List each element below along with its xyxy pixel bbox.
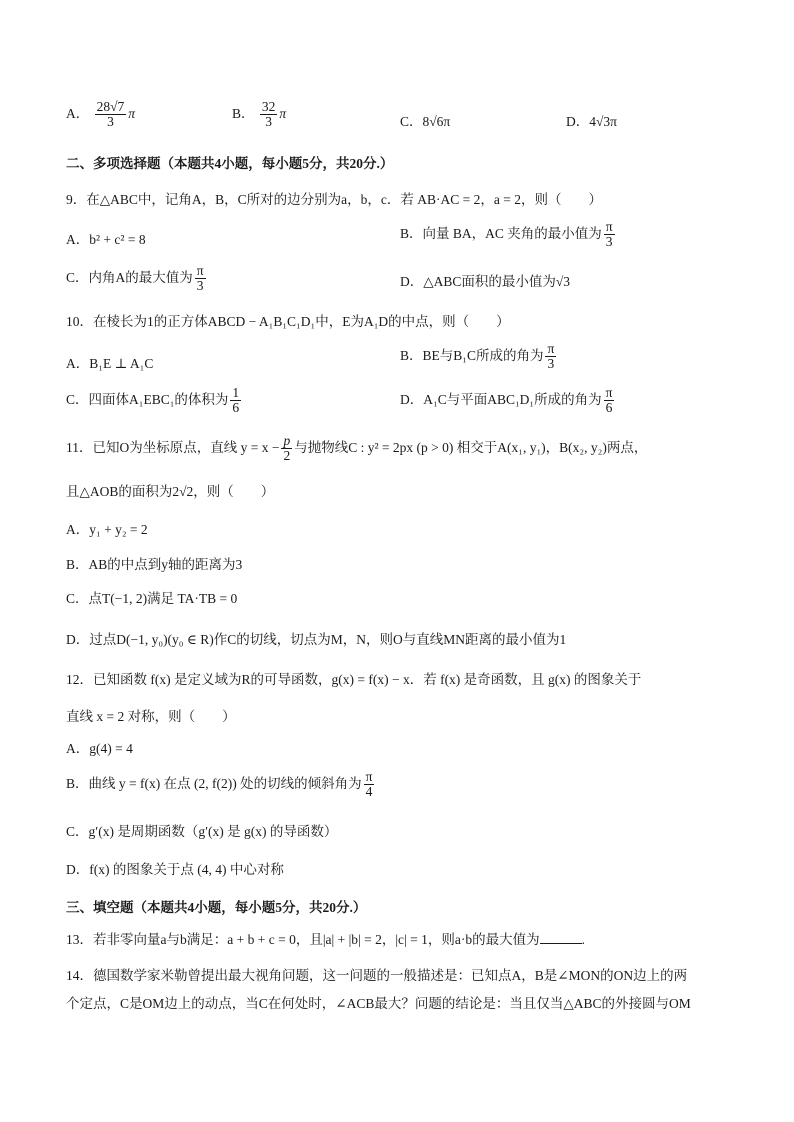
q11-option-d: D．过点D(−1, y₀)(y₀ ∈ R)作C的切线，切点为M，N，则O与直线MN距离的最小值为1 — [66, 632, 567, 647]
q12-option-c: C．g′(x) 是周期函数（g′(x) 是 g(x) 的导函数） — [66, 824, 338, 839]
q8-option-c: C．8√6π — [400, 114, 451, 129]
q11-option-a: A．y₁ + y₂ = 2 — [66, 522, 148, 537]
section-heading-multi-choice: 二、多项选择题（本题共4小题，每小题5分，共20分.） — [66, 156, 394, 171]
q8-option-b: B． $\frac{32}{3}$ π — [232, 99, 287, 130]
section-heading-fill-in: 三、填空题（本题共4小题，每小题5分，共20分.） — [66, 900, 367, 915]
q12-option-d: D．f(x) 的图象关于点 (4, 4) 中心对称 — [66, 862, 284, 877]
q11-option-b: B．AB的中点到y轴的距离为3 — [66, 557, 243, 572]
q9-option-a: A．b² + c² = 8 — [66, 232, 146, 247]
question-11-stem-line1: 11．已知O为坐标原点，直线 y = x − $\frac{p}{2}$ 与抛物线C : y² = 2px (p > 0) 相交于A(x₁, y₁)，B(x₂, y₂)两点， — [66, 433, 648, 464]
question-12-stem-line1: 12．已知函数 f(x) 是定义域为R的可导函数，g(x) = f(x) − x．若 f(x) 是奇函数，且 g(x) 的图象关于 — [66, 672, 642, 687]
question-9-stem: 9．在△ABC中，记角A，B，C所对的边分别为a，b，c．若 AB·AC = 2，a = 2，则（ ） — [66, 192, 602, 207]
q9-option-d: D．△ABC面积的最小值为√3 — [400, 274, 571, 289]
q8-option-d: D．4√3π — [566, 114, 617, 129]
q9-option-c: C．内角A的最大值为 $\frac{\pi}{3}$ — [66, 263, 204, 294]
q12-option-a: A．g(4) = 4 — [66, 741, 133, 756]
q10-option-d: D．A₁C与平面ABC₁D₁所成的角为 $\frac{\pi}{6}$ — [400, 385, 613, 416]
question-10-stem: 10．在棱长为1的正方体ABCD − A₁B₁C₁D₁中，E为A₁D的中点，则（ ） — [66, 314, 510, 329]
q9-option-b: B．向量 BA，AC 夹角的最小值为 $\frac{\pi}{3}$ — [400, 219, 613, 250]
q11-option-c: C．点T(−1, 2)满足 TA·TB = 0 — [66, 591, 238, 606]
question-13: 13．若非零向量a与b满足：a + b + c = 0，且|a| + |b| = 2，|c| = 1，则a·b的最大值为 . — [66, 932, 585, 947]
q10-option-c: C．四面体A₁EBC₁的体积为 $\frac{1}{6}$ — [66, 385, 240, 416]
q10-option-b: B．BE与B₁C所成的角为 $\frac{\pi}{3}$ — [400, 341, 555, 372]
question-14-line1: 14．德国数学家米勒曾提出最大视角问题，这一问题的一般描述是：已知点A，B是∠MON的ON边上的两 — [66, 968, 688, 983]
question-11-stem-line2: 且△AOB的面积为2√2，则（ ） — [66, 484, 275, 499]
question-14-line2: 个定点，C是OM边上的动点，当C在何处时，∠ACB最大？问题的结论是：当且仅当△ABC的外接圆与OM — [66, 996, 691, 1011]
q10-option-a: A．B₁E ⊥ A₁C — [66, 356, 154, 371]
answer-blank — [540, 943, 582, 944]
q8-option-a: A． $\frac{28√7}{3}$ π — [66, 99, 136, 130]
q12-option-b: B．曲线 y = f(x) 在点 (2, f(2)) 处的切线的倾斜角为 $\frac{\pi}{4}$ — [66, 769, 373, 800]
question-12-stem-line2: 直线 x = 2 对称，则（ ） — [66, 709, 236, 724]
